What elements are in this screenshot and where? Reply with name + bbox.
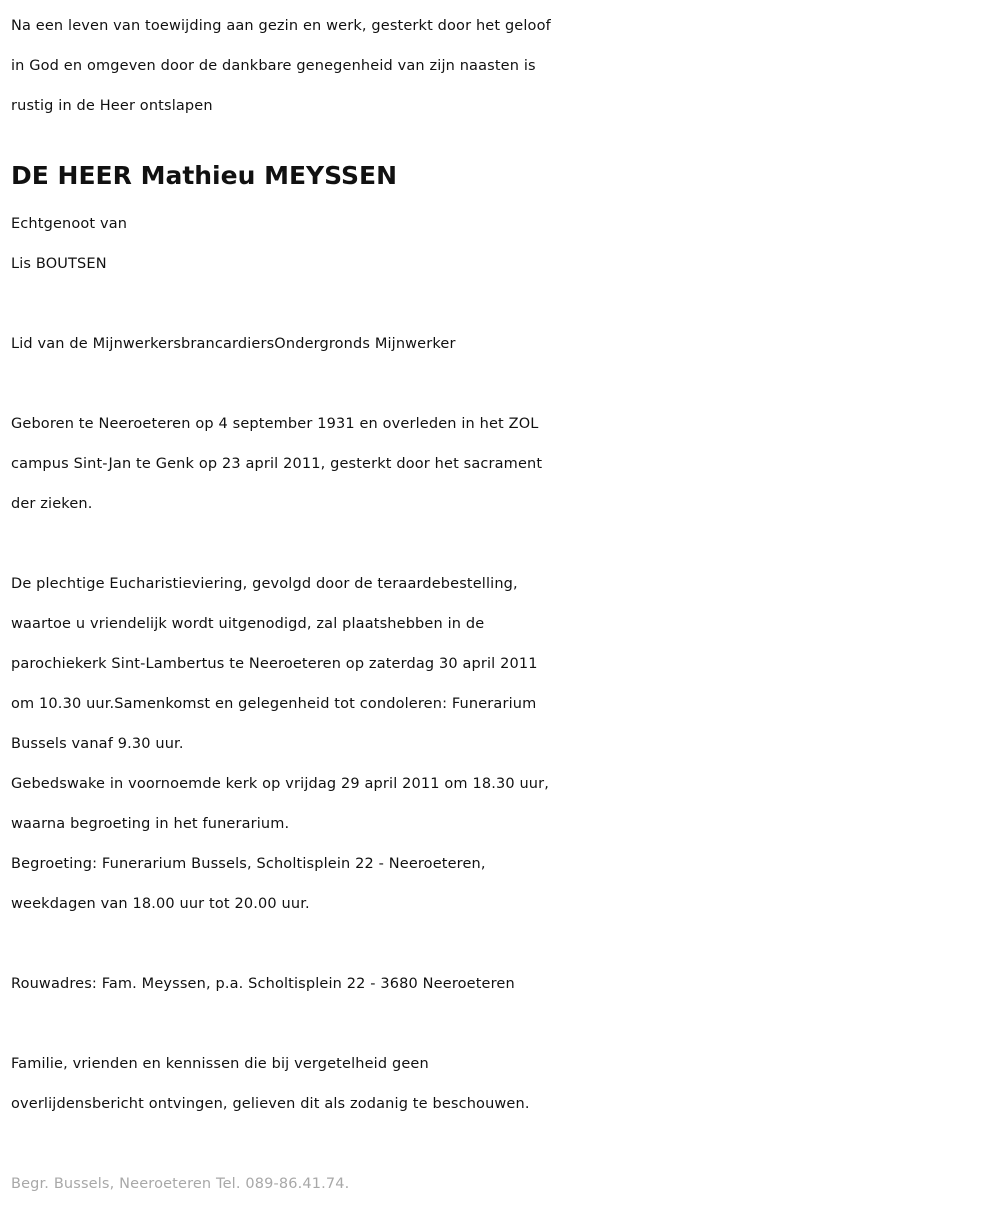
closing-paragraph [11,1044,991,1124]
ceremony-line: parochiekerk Sint-Lambertus te Neeroeteren op zaterdag 30 april 2011 [11,656,538,672]
ceremony-line: De plechtige Eucharistieviering, gevolgd door de teraardebestelling, [11,576,518,592]
ceremony-line: Bussels vanaf 9.30 uur. [11,736,184,752]
closing-line: overlijdensbericht ontvingen, gelieven dit als zodanig te beschouwen. [11,1096,530,1112]
birth-death-line: Geboren te Neeroeteren op 4 september 1931 en overleden in het ZOL [11,416,539,432]
death-notice [11,6,991,1204]
closing-line: Familie, vrienden en kennissen die bij vergetelheid geen [11,1056,429,1072]
intro-line: rustig in de Heer ontslapen [11,98,213,114]
ceremony-line: weekdagen van 18.00 uur tot 20.00 uur. [11,896,310,912]
membership-line: Lid van de MijnwerkersbrancardiersOndergronds Mijnwerker [11,336,456,352]
address-line: Rouwadres: Fam. Meyssen, p.a. Scholtisplein 22 - 3680 Neeroeteren [11,976,515,992]
ceremony-line: Gebedswake in voornoemde kerk op vrijdag 29 april 2011 om 18.30 uur, [11,776,550,792]
intro-paragraph [11,6,991,126]
birth-death-paragraph [11,404,991,524]
undertaker-footer: Begr. Bussels, Neeroeteren Tel. 089-86.41.74. [11,1176,350,1192]
ceremony-line: Begroeting: Funerarium Bussels, Scholtisplein 22 - Neeroeteren, [11,856,486,872]
deceased-name: DE HEER Mathieu MEYSSEN [11,161,398,190]
ceremony-line: waartoe u vriendelijk wordt uitgenodigd, zal plaatshebben in de [11,616,485,632]
intro-line: in God en omgeven door de dankbare genegenheid van zijn naasten is [11,58,536,74]
intro-line: Na een leven van toewijding aan gezin en werk, gesterkt door het geloof [11,18,551,34]
ceremony-line: om 10.30 uur.Samenkomst en gelegenheid tot condoleren: Funerarium [11,696,537,712]
spouse-block [11,204,991,284]
birth-death-line: campus Sint-Jan te Genk op 23 april 2011, gesterkt door het sacrament [11,456,543,472]
ceremony-paragraph [11,564,991,924]
ceremony-line: waarna begroeting in het funerarium. [11,816,290,832]
birth-death-line: der zieken. [11,496,93,512]
spouse-line: Echtgenoot van [11,216,128,232]
spouse-name: Lis BOUTSEN [11,256,107,272]
